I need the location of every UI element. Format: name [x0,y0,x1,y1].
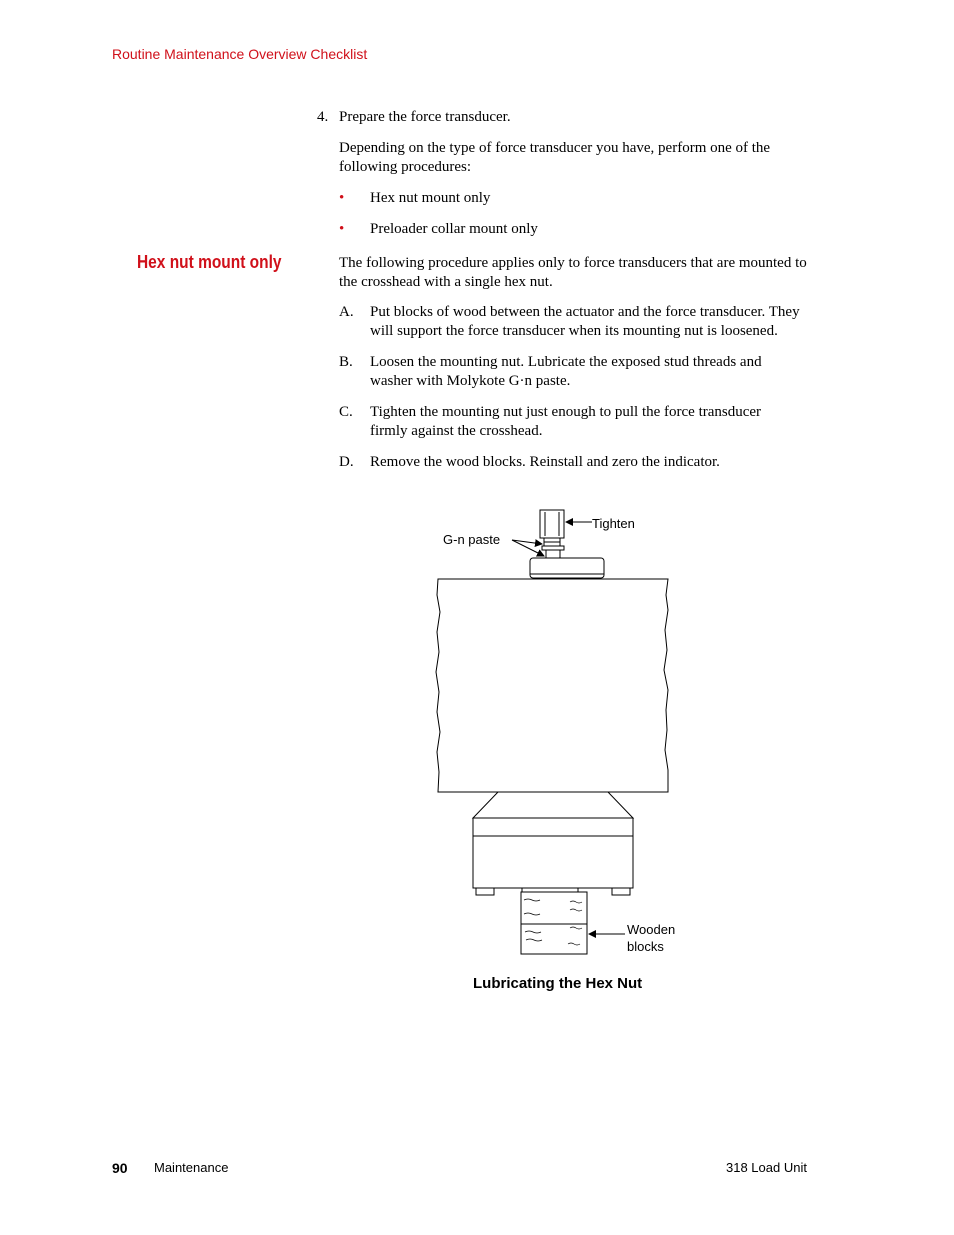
bullet-item: Hex nut mount only [370,190,491,206]
step-letter: A. [339,304,354,320]
step-letter: D. [339,454,354,470]
washer [542,546,564,550]
footer-section: Maintenance [154,1160,229,1175]
step-text: Loosen the mounting nut. Lubricate the exposed stud threads and washer with Molykote G·n paste. [370,354,762,389]
step-letter: B. [339,354,353,370]
section-heading: Hex nut mount only [137,252,282,272]
wooden-label-line1: Wooden [627,922,676,937]
figure-caption: Lubricating the Hex Nut [473,975,643,992]
load-unit-drawing [430,500,710,960]
bullet-marker: • [339,190,345,206]
step-text: Tighten the mounting nut just enough to pull the force transducer firmly against the crosshead. [370,404,762,439]
bullet-marker: • [339,221,345,237]
step-text: Put blocks of wood between the actuator and the force transducer. They will support the force transducer when its mounting nut is loosened. [370,304,800,339]
step-title: Prepare the force transducer. [339,109,511,125]
hex-nut-figure [430,500,710,960]
crosshead [436,579,668,792]
wooden-block-upper [521,892,587,924]
wooden-label-line2: blocks [627,939,664,954]
force-transducer-top [530,558,604,578]
transducer-taper [473,792,633,818]
hex-nut [540,510,564,538]
page-number: 90 [112,1160,128,1176]
running-header: Routine Maintenance Overview Checklist [112,46,368,62]
step-letter: C. [339,404,353,420]
transducer-body [473,836,633,888]
bullet-item: Preloader collar mount only [370,221,538,237]
step-text: Remove the wood blocks. Reinstall and zero the indicator. [370,454,720,470]
section-intro: The following procedure applies only to force transducers that are mounted to the crosshead with a single hex nut. [339,255,807,290]
step-intro: Depending on the type of force transducer you have, perform one of the following procedures: [339,140,771,175]
gn-paste-label: G-n paste [443,532,501,547]
footer-product: 318 Load Unit [726,1160,807,1175]
step-number: 4. [317,109,329,125]
tighten-label: Tighten [592,516,635,531]
